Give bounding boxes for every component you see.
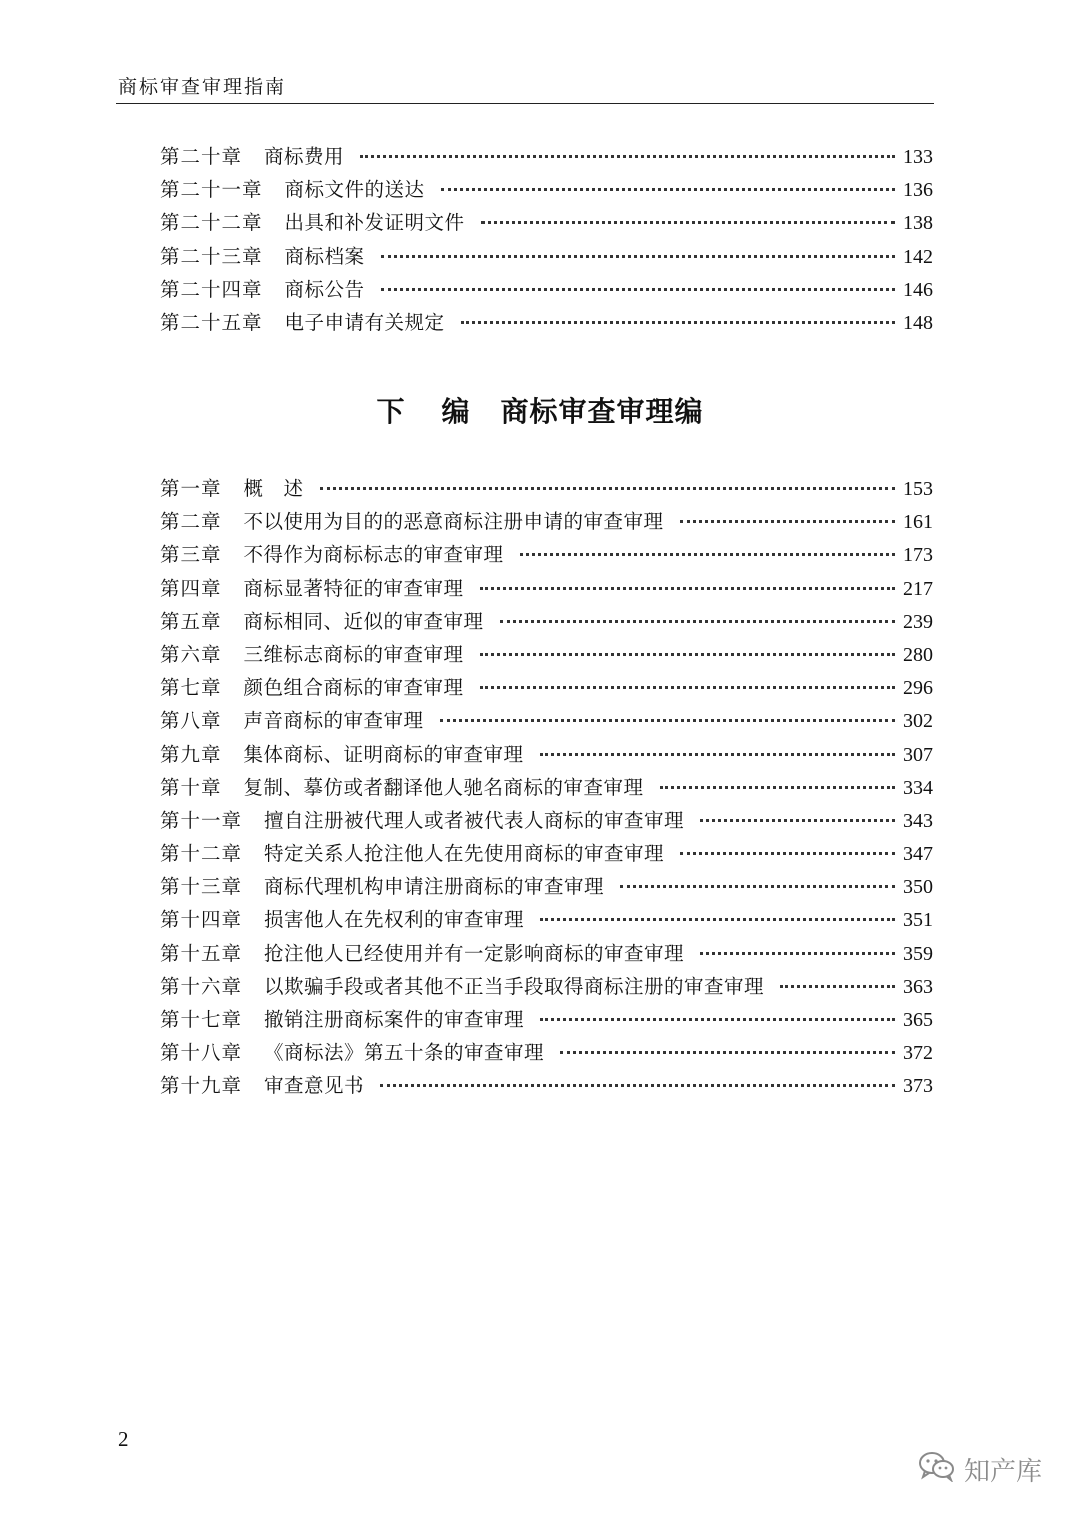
toc-row — [160, 573, 933, 606]
toc-chapter-number: 第四章 — [160, 576, 222, 600]
toc-leader-dots — [560, 1051, 895, 1054]
toc-leader-dots — [381, 255, 895, 258]
toc-leader-dots — [700, 952, 895, 955]
toc-page-number: 351 — [903, 909, 933, 932]
toc-chapter-title: 损害他人在先权利的审查审理 — [264, 908, 525, 932]
header-divider — [116, 103, 934, 104]
toc-chapter-title: 审查意见书 — [264, 1074, 365, 1098]
toc-page-number: 136 — [903, 179, 933, 202]
section-heading — [0, 390, 1080, 430]
toc-chapter-title: 颜色组合商标的审查审理 — [243, 676, 464, 700]
toc-chapter-number: 第十四章 — [160, 908, 243, 932]
toc-chapter-title: 复制、摹仿或者翻译他人驰名商标的审查审理 — [243, 775, 644, 799]
toc-leader-dots — [461, 321, 895, 324]
toc-chapter-title: 商标费用 — [264, 145, 345, 168]
page-number: 2 — [118, 1427, 129, 1451]
toc-chapter-title: 不得作为商标标志的审查审理 — [243, 543, 504, 567]
toc-page-number: 161 — [903, 511, 933, 534]
toc-chapter-number: 第二十二章 — [160, 211, 263, 235]
toc-row — [160, 739, 933, 772]
toc-chapter-title: 《商标法》第五十条的审查审理 — [264, 1041, 545, 1065]
toc-row — [160, 1004, 933, 1037]
toc-page-number: 146 — [903, 278, 933, 301]
toc-page-number: 217 — [903, 577, 933, 600]
toc-row — [160, 904, 933, 937]
toc-page-number: 138 — [903, 212, 933, 235]
toc-page-number: 153 — [903, 478, 933, 500]
toc-leader-dots — [520, 553, 895, 556]
toc-chapter-title: 集体商标、证明商标的审查审理 — [243, 742, 524, 766]
toc-chapter-title: 商标相同、近似的审查审理 — [243, 609, 484, 633]
toc-chapter-title: 特定关系人抢注他人在先使用商标的审查审理 — [264, 842, 665, 866]
toc-chapter-number: 第二十一章 — [160, 178, 263, 202]
toc-chapter-title: 抢注他人已经使用并有一定影响商标的审查审理 — [264, 941, 685, 965]
toc-page-number: 173 — [903, 544, 933, 567]
toc-row — [160, 1070, 933, 1103]
running-header-title: 商标审查审理指南 — [118, 76, 287, 98]
toc-row — [160, 672, 933, 705]
toc-chapter-title: 商标显著特征的审查审理 — [243, 576, 464, 600]
toc-list-upper — [160, 141, 933, 340]
toc-chapter-title: 声音商标的审查审理 — [243, 709, 424, 733]
toc-chapter-number: 第十八章 — [160, 1041, 243, 1065]
toc-row — [160, 606, 933, 639]
toc-leader-dots — [540, 753, 895, 756]
toc-row — [160, 705, 933, 738]
toc-chapter-number: 第十五章 — [160, 941, 243, 965]
watermark-text: 知产库 — [964, 1457, 1043, 1487]
toc-chapter-title: 以欺骗手段或者其他不正当手段取得商标注册的审查审理 — [264, 974, 765, 998]
toc-chapter-number: 第十一章 — [160, 808, 243, 832]
toc-chapter-number: 第八章 — [160, 709, 222, 733]
toc-row — [160, 871, 933, 904]
toc-leader-dots — [780, 985, 895, 988]
toc-row — [160, 539, 933, 572]
toc-leader-dots — [660, 786, 895, 789]
toc-row — [160, 141, 933, 174]
toc-row — [160, 838, 933, 871]
toc-chapter-title: 商标公告 — [284, 277, 365, 301]
toc-leader-dots — [320, 487, 895, 490]
toc-page-number: 365 — [903, 1009, 933, 1031]
toc-leader-dots — [380, 1084, 895, 1087]
toc-chapter-number: 第九章 — [160, 742, 222, 766]
toc-row — [160, 473, 933, 506]
toc-page-number: 372 — [903, 1042, 933, 1065]
toc-leader-dots — [700, 819, 895, 822]
toc-row — [160, 506, 933, 539]
toc-leader-dots — [481, 221, 895, 224]
toc-row — [160, 805, 933, 838]
toc-row — [160, 241, 933, 274]
toc-page-number: 307 — [903, 743, 933, 766]
toc-chapter-title: 不以使用为目的的恶意商标注册申请的审查审理 — [243, 510, 664, 534]
toc-chapter-title: 商标文件的送达 — [284, 178, 425, 202]
toc-chapter-number: 第十二章 — [160, 842, 243, 866]
toc-chapter-title: 出具和补发证明文件 — [284, 211, 465, 235]
toc-row — [160, 274, 933, 307]
toc-page-number: 334 — [903, 776, 933, 799]
toc-chapter-title: 概 述 — [243, 477, 304, 500]
toc-page-number: 347 — [903, 843, 933, 866]
toc-chapter-number: 第二十章 — [160, 145, 243, 168]
section-name: 商标审查审理编 — [500, 395, 704, 428]
toc-leader-dots — [381, 288, 895, 291]
toc-chapter-number: 第十三章 — [160, 875, 243, 899]
toc-chapter-title: 三维标志商标的审查审理 — [243, 642, 464, 666]
toc-row — [160, 772, 933, 805]
toc-list-lower — [160, 473, 933, 1104]
toc-chapter-number: 第二十四章 — [160, 277, 263, 301]
toc-row — [160, 207, 933, 240]
toc-page-number: 373 — [903, 1075, 933, 1098]
toc-leader-dots — [500, 620, 895, 623]
toc-row — [160, 174, 933, 207]
toc-page-number: 133 — [903, 146, 933, 168]
toc-chapter-title: 商标代理机构申请注册商标的审查审理 — [264, 875, 605, 899]
section-part: 下 — [376, 395, 406, 428]
toc-leader-dots — [480, 686, 895, 689]
toc-leader-dots — [480, 587, 895, 590]
toc-leader-dots — [540, 918, 895, 921]
toc-chapter-number: 第七章 — [160, 676, 222, 700]
toc-page-number: 296 — [903, 677, 933, 700]
toc-row — [160, 639, 933, 672]
toc-leader-dots — [540, 1018, 895, 1021]
toc-chapter-number: 第二十五章 — [160, 310, 263, 334]
toc-leader-dots — [680, 852, 895, 855]
toc-chapter-number: 第十六章 — [160, 974, 243, 998]
toc-page-number: 359 — [903, 942, 933, 965]
toc-page-number: 363 — [903, 975, 933, 998]
toc-page-number: 350 — [903, 876, 933, 899]
toc-chapter-number: 第十七章 — [160, 1008, 243, 1031]
toc-chapter-number: 第二章 — [160, 510, 222, 534]
toc-leader-dots — [440, 719, 895, 722]
toc-page-number: 302 — [903, 710, 933, 733]
toc-chapter-number: 第十九章 — [160, 1074, 243, 1098]
wechat-icon — [918, 1450, 964, 1489]
toc-chapter-title: 电子申请有关规定 — [284, 310, 445, 334]
toc-row — [160, 938, 933, 971]
section-part-word: 编 — [441, 395, 471, 428]
toc-row — [160, 1037, 933, 1070]
toc-chapter-title: 撤销注册商标案件的审查审理 — [264, 1008, 525, 1031]
toc-leader-dots — [441, 188, 895, 191]
toc-chapter-title: 商标档案 — [284, 244, 365, 268]
toc-row — [160, 307, 933, 340]
toc-page-number: 280 — [903, 643, 933, 666]
toc-leader-dots — [680, 520, 895, 523]
toc-chapter-number: 第一章 — [160, 477, 222, 500]
toc-page-number: 239 — [903, 610, 933, 633]
toc-leader-dots — [360, 155, 895, 158]
toc-leader-dots — [480, 653, 895, 656]
toc-chapter-number: 第二十三章 — [160, 244, 263, 268]
toc-leader-dots — [620, 885, 895, 888]
toc-chapter-number: 第六章 — [160, 642, 222, 666]
toc-row — [160, 971, 933, 1004]
watermark — [918, 1450, 1042, 1489]
toc-page-number: 142 — [903, 245, 933, 268]
toc-page-number: 343 — [903, 809, 933, 832]
toc-page-number: 148 — [903, 311, 933, 334]
toc-chapter-title: 擅自注册被代理人或者被代表人商标的审查审理 — [264, 808, 685, 832]
toc-chapter-number: 第三章 — [160, 543, 222, 567]
toc-chapter-number: 第十章 — [160, 775, 222, 799]
toc-chapter-number: 第五章 — [160, 609, 222, 633]
